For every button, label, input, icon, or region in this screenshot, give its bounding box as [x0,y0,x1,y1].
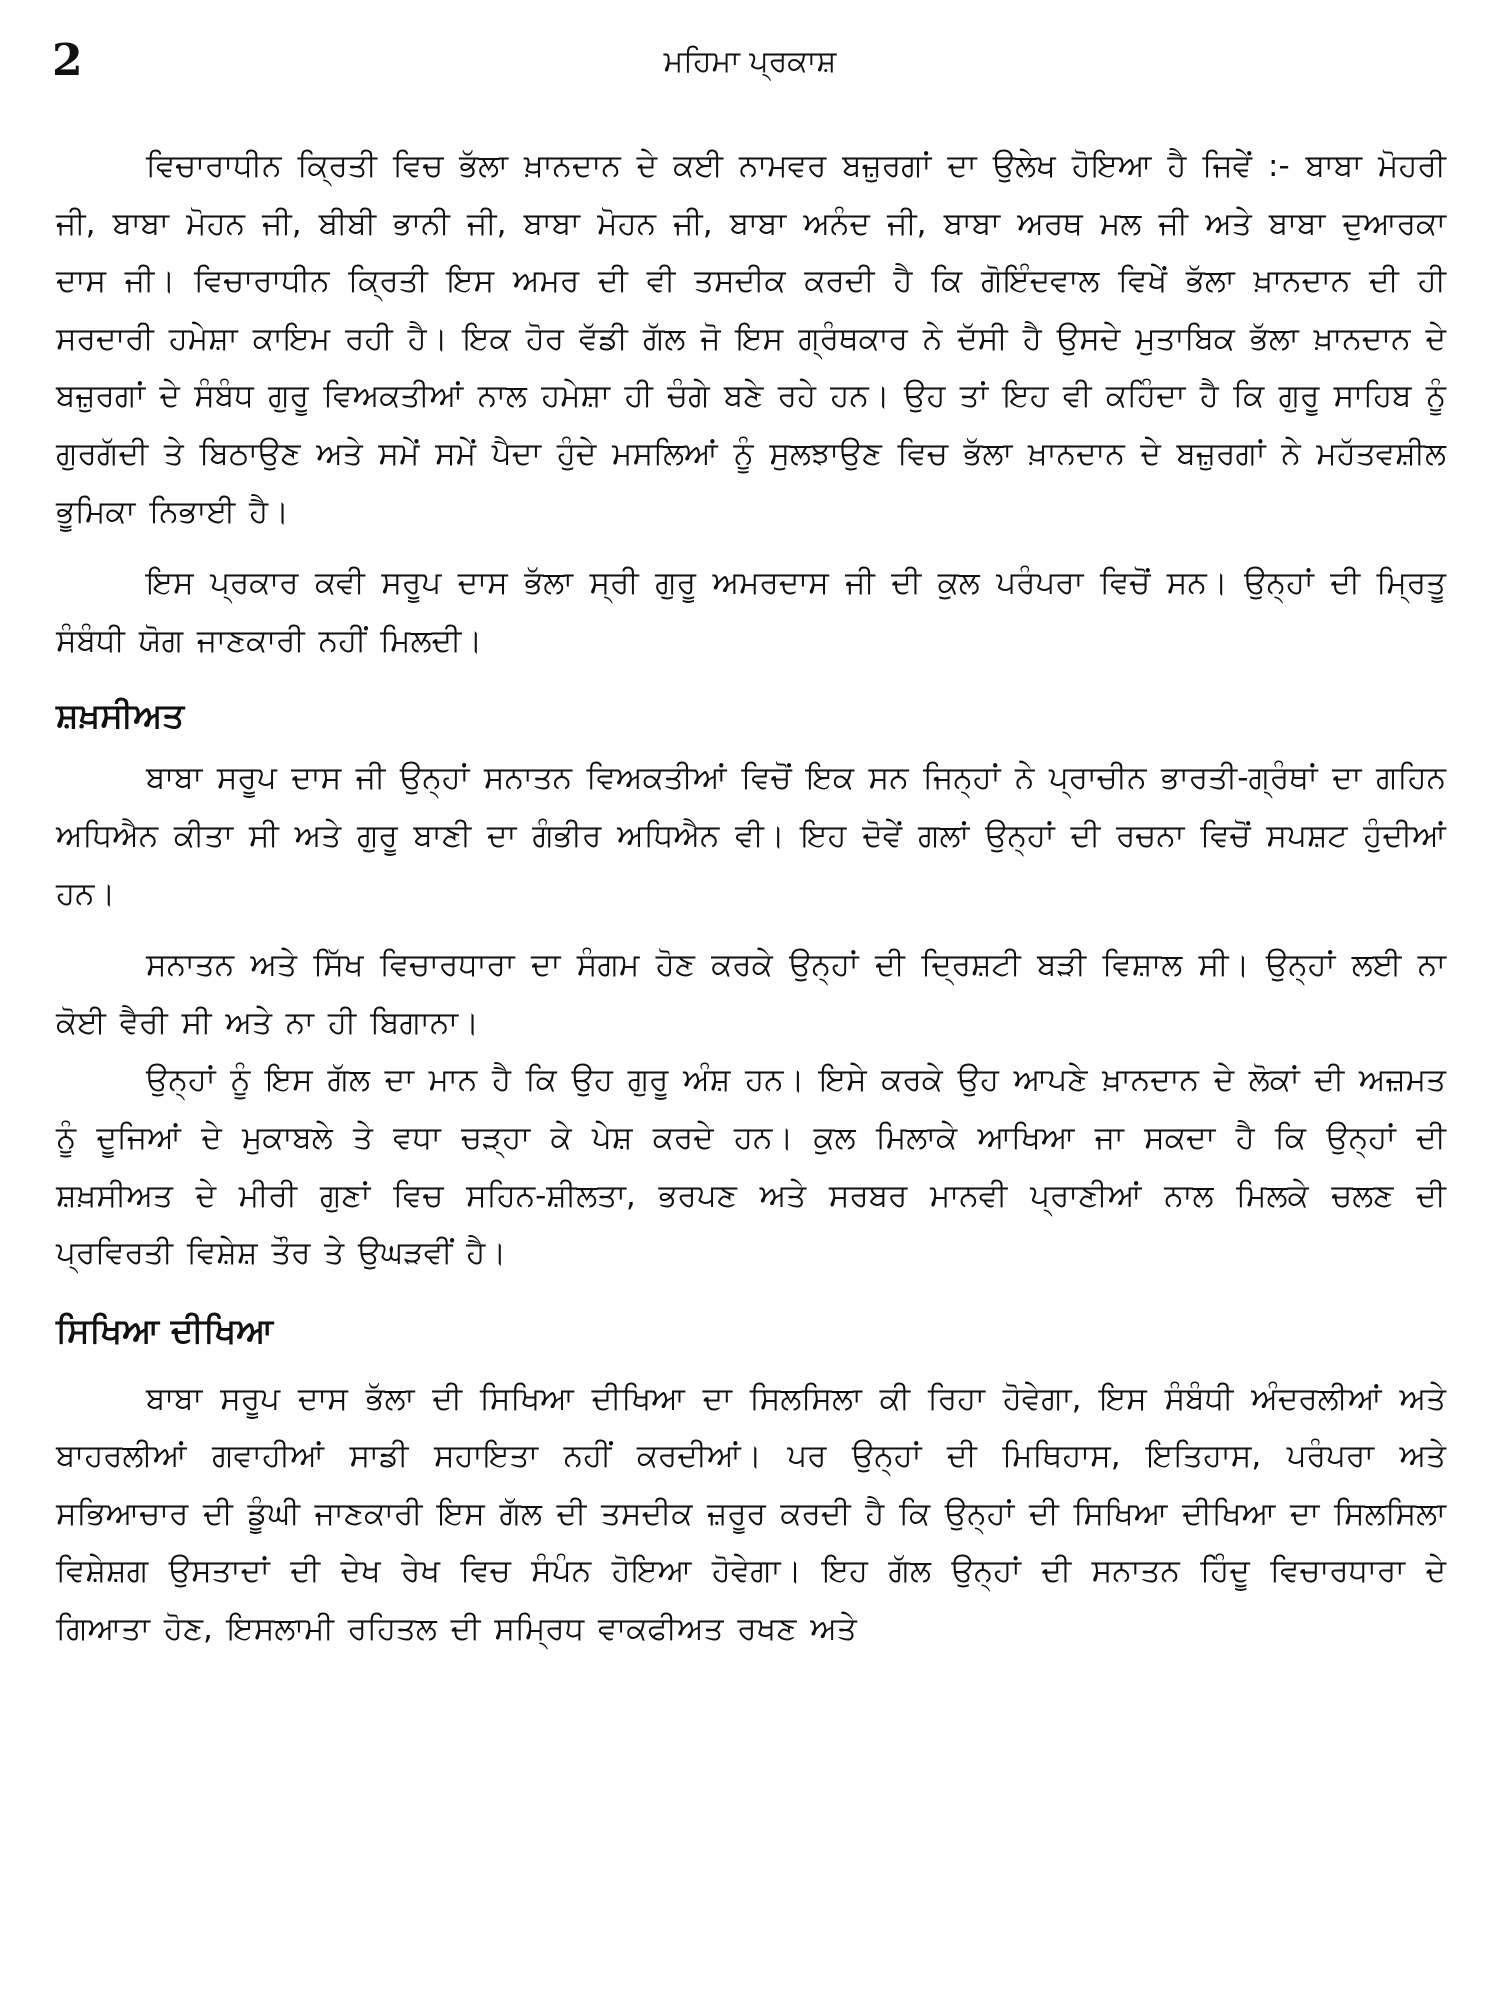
intro-paragraph-2: ਇਸ ਪ੍ਰਕਾਰ ਕਵੀ ਸਰੂਪ ਦਾਸ ਭੱਲਾ ਸ੍ਰੀ ਗੁਰੂ ਅਮਰਦਾਸ ਜੀ ਦੀ ਕੁਲ ਪਰੰਪਰਾ ਵਿਚੋਂ ਸਨ। ਉਨ੍ਹਾਂ ਦੀ ਮ੍ਰਿਤੂ ਸੰਬੰਧੀ ਯੋਗ ਜਾਣਕਾਰੀ ਨਹੀਂ ਮਿਲਦੀ। [56,565,1446,659]
sikhia-paragraph-1: ਬਾਬਾ ਸਰੂਪ ਦਾਸ ਭੱਲਾ ਦੀ ਸਿਖਿਆ ਦੀਖਿਆ ਦਾ ਸਿਲਸਿਲਾ ਕੀ ਰਿਹਾ ਹੋਵੇਗਾ, ਇਸ ਸੰਬੰਧੀ ਅੰਦਰਲੀਆਂ ਅਤੇ ਬਾਹਰਲੀਆਂ ਗਵਾਹੀਆਂ ਸਾਡੀ ਸਹਾਇਤਾ ਨਹੀਂ ਕਰਦੀਆਂ। ਪਰ ਉਨ੍ਹਾਂ ਦੀ ਮਿਥਿਹਾਸ, ਇਤਿਹਾਸ, ਪਰੰਪਰਾ ਅਤੇ ਸਭਿਆਚਾਰ ਦੀ ਡੂੰਘੀ ਜਾਣਕਾਰੀ ਇਸ ਗੱਲ ਦੀ ਤਸਦੀਕ ਜ਼ਰੂਰ ਕਰਦੀ ਹੈ ਕਿ ਉਨ੍ਹਾਂ ਦੀ ਸਿਖਿਆ ਦੀਖਿਆ ਦਾ ਸਿਲਸਿਲਾ ਵਿਸ਼ੇਸ਼ਗ ਉਸਤਾਦਾਂ ਦੀ ਦੇਖ ਰੇਖ ਵਿਚ ਸੰਪੰਨ ਹੋਇਆ ਹੋਵੇਗਾ। ਇਹ ਗੱਲ ਉਨ੍ਹਾਂ ਦੀ ਸਨਾਤਨ ਹਿੰਦੂ ਵਿਚਾਰਧਾਰਾ ਦੇ ਗਿਆਤਾ ਹੋਣ, ਇਸਲਾਮੀ ਰਹਿਤਲ ਦੀ ਸਮ੍ਰਿਧ ਵਾਕਫੀਅਤ ਰਖਣ ਅਤੇ [56,1380,1446,1648]
running-title: ਮਹਿਮਾ ਪ੍ਰਕਾਸ਼ [663,44,837,79]
shakhsiat-paragraph-3: ਉਨ੍ਹਾਂ ਨੂੰ ਇਸ ਗੱਲ ਦਾ ਮਾਨ ਹੈ ਕਿ ਉਹ ਗੁਰੂ ਅੰਸ਼ ਹਨ। ਇਸੇ ਕਰਕੇ ਉਹ ਆਪਣੇ ਖ਼ਾਨਦਾਨ ਦੇ ਲੋਕਾਂ ਦੀ ਅਜ਼ਮਤ ਨੂੰ ਦੂਜਿਆਂ ਦੇ ਮੁਕਾਬਲੇ ਤੇ ਵਧਾ ਚੜ੍ਹਾ ਕੇ ਪੇਸ਼ ਕਰਦੇ ਹਨ। ਕੁਲ ਮਿਲਾਕੇ ਆਖਿਆ ਜਾ ਸਕਦਾ ਹੈ ਕਿ ਉਨ੍ਹਾਂ ਦੀ ਸ਼ਖ਼ਸੀਅਤ ਦੇ ਮੀਰੀ ਗੁਣਾਂ ਵਿਚ ਸਹਿਨ-ਸ਼ੀਲਤਾ, ਭਰਪਣ ਅਤੇ ਸਰਬਰ ਮਾਨਵੀ ਪ੍ਰਾਣੀਆਂ ਨਾਲ ਮਿਲਕੇ ਚਲਣ ਦੀ ਪ੍ਰਵਿਰਤੀ ਵਿਸ਼ੇਸ਼ ਤੌਰ ਤੇ ਉਘੜਵੀਂ ਹੈ। [56,1062,1446,1272]
shakhsiat-paragraph-1: ਬਾਬਾ ਸਰੂਪ ਦਾਸ ਜੀ ਉਨ੍ਹਾਂ ਸਨਾਤਨ ਵਿਅਕਤੀਆਂ ਵਿਚੋਂ ਇਕ ਸਨ ਜਿਨ੍ਹਾਂ ਨੇ ਪ੍ਰਾਚੀਨ ਭਾਰਤੀ-ਗ੍ਰੰਥਾਂ ਦਾ ਗਹਿਨ ਅਧਿਐਨ ਕੀਤਾ ਸੀ ਅਤੇ ਗੁਰੂ ਬਾਣੀ ਦਾ ਗੰਭੀਰ ਅਧਿਐਨ ਵੀ। ਇਹ ਦੋਵੇਂ ਗਲਾਂ ਉਨ੍ਹਾਂ ਦੀ ਰਚਨਾ ਵਿਚੋਂ ਸਪਸ਼ਟ ਹੁੰਦੀਆਂ ਹਨ। [56,760,1446,912]
shakhsiat-paragraph-2: ਸਨਾਤਨ ਅਤੇ ਸਿੱਖ ਵਿਚਾਰਧਾਰਾ ਦਾ ਸੰਗਮ ਹੋਣ ਕਰਕੇ ਉਨ੍ਹਾਂ ਦੀ ਦ੍ਰਿਸ਼ਟੀ ਬੜੀ ਵਿਸ਼ਾਲ ਸੀ। ਉਨ੍ਹਾਂ ਲਈ ਨਾ ਕੋਈ ਵੈਰੀ ਸੀ ਅਤੇ ਨਾ ਹੀ ਬਿਗਾਨਾ। [56,947,1446,1041]
section-heading-sikhia: ਸਿਖਿਆ ਦੀਖਿਆ [56,1310,274,1351]
intro-paragraph-1: ਵਿਚਾਰਾਧੀਨ ਕ੍ਰਿਤੀ ਵਿਚ ਭੱਲਾ ਖ਼ਾਨਦਾਨ ਦੇ ਕਈ ਨਾਮਵਰ ਬਜ਼ੁਰਗਾਂ ਦਾ ਉਲੇਖ ਹੋਇਆ ਹੈ ਜਿਵੇਂ :- ਬਾਬਾ ਮੋਹਰੀ ਜੀ, ਬਾਬਾ ਮੋਹਨ ਜੀ, ਬੀਬੀ ਭਾਨੀ ਜੀ, ਬਾਬਾ ਮੋਹਨ ਜੀ, ਬਾਬਾ ਅਨੰਦ ਜੀ, ਬਾਬਾ ਅਰਥ ਮਲ ਜੀ ਅਤੇ ਬਾਬਾ ਦੁਆਰਕਾ ਦਾਸ ਜੀ। ਵਿਚਾਰਾਧੀਨ ਕ੍ਰਿਤੀ ਇਸ ਅਮਰ ਦੀ ਵੀ ਤਸਦੀਕ ਕਰਦੀ ਹੈ ਕਿ ਗੋਇੰਦਵਾਲ ਵਿਖੇਂ ਭੱਲਾ ਖ਼ਾਨਦਾਨ ਦੀ ਹੀ ਸਰਦਾਰੀ ਹਮੇਸ਼ਾ ਕਾਇਮ ਰਹੀ ਹੈ। ਇਕ ਹੋਰ ਵੱਡੀ ਗੱਲ ਜੋ ਇਸ ਗ੍ਰੰਥਕਾਰ ਨੇ ਦੱਸੀ ਹੈ ਉਸਦੇ ਮੁਤਾਬਿਕ ਭੱਲਾ ਖ਼ਾਨਦਾਨ ਦੇ ਬਜ਼ੁਰਗਾਂ ਦੇ ਸੰਬੰਧ ਗੁਰੂ ਵਿਅਕਤੀਆਂ ਨਾਲ ਹਮੇਸ਼ਾ ਹੀ ਚੰਗੇ ਬਣੇ ਰਹੇ ਹਨ। ਉਹ ਤਾਂ ਇਹ ਵੀ ਕਹਿੰਦਾ ਹੈ ਕਿ ਗੁਰੂ ਸਾਹਿਬ ਨੂੰ ਗੁਰਗੱਦੀ ਤੇ ਬਿਠਾਉਣ ਅਤੇ ਸਮੇਂ ਸਮੇਂ ਪੈਦਾ ਹੁੰਦੇ ਮਸਲਿਆਂ ਨੂੰ ਸੁਲਝਾਉਣ ਵਿਚ ਭੱਲਾ ਖ਼ਾਨਦਾਨ ਦੇ ਬਜ਼ੁਰਗਾਂ ਨੇ ਮਹੱਤਵਸ਼ੀਲ ਭੂਮਿਕਾ ਨਿਭਾਈ ਹੈ। [56,148,1446,530]
page-number: 2 [52,35,83,86]
section-heading-shakhsiat: ਸ਼ਖ਼ਸੀਅਤ [56,696,185,737]
body-text [56,138,1446,1659]
